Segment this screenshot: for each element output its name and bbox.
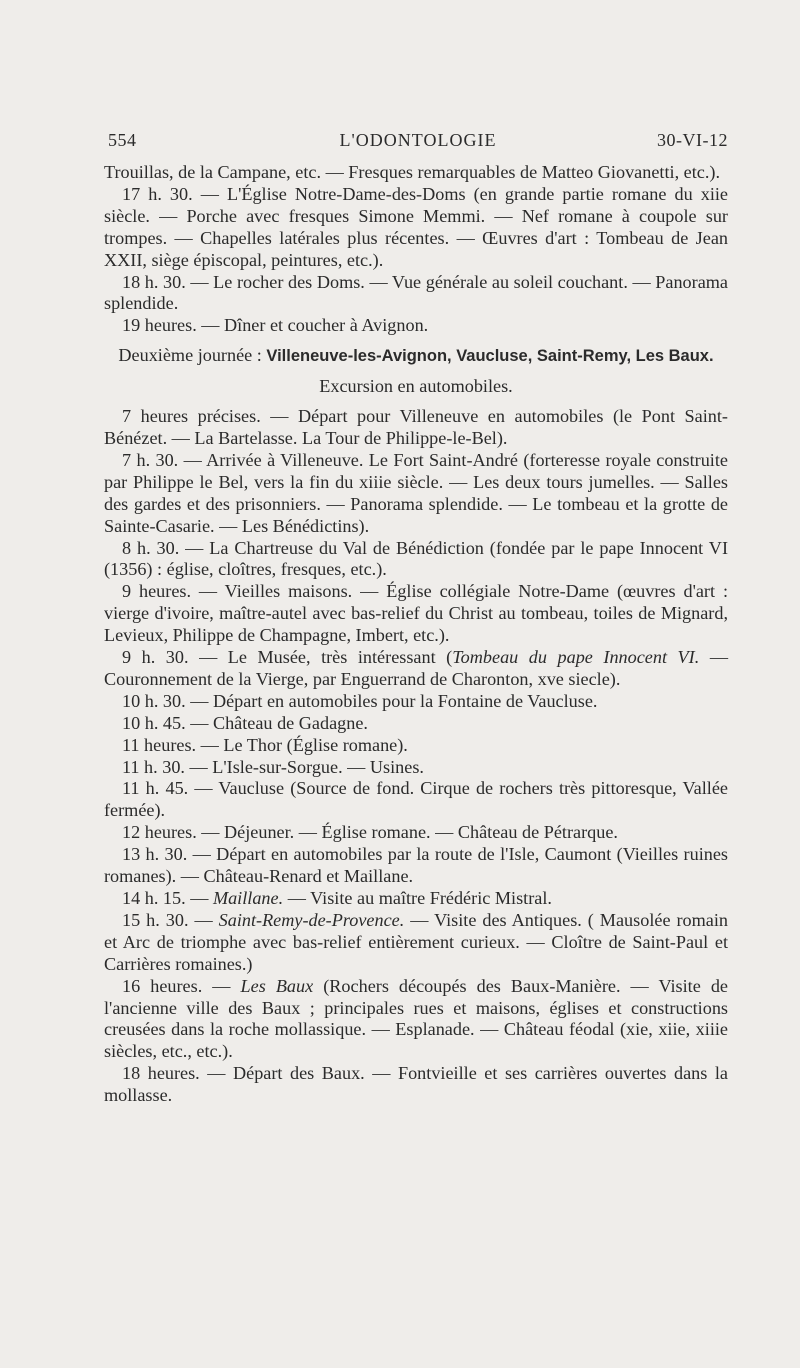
itinerary-paragraph: 10 h. 30. — Départ en automobiles pour la Fontaine de Vaucluse.: [122, 690, 598, 711]
itinerary-paragraph: 18 h. 30. — Le rocher des Doms. — Vue générale au soleil couchant. — Panorama splendide.: [104, 271, 728, 314]
paragraph-text: — Couronnement de la Vierge, par Enguerrand de Charonton, xve siecle).: [104, 647, 729, 689]
itinerary-paragraph: 12 heures. — Déjeuner. — Église romane. — Château de Pétrarque.: [122, 822, 618, 843]
paragraph-text: 15 h. 30. —: [122, 909, 219, 930]
itinerary-paragraph: 9 heures. — Vieilles maisons. — Église collégiale Notre-Dame (œuvres d'art : vierge d'ivoire, maître-autel avec bas-relief du Christ au tombeau, toiles de Mignard, Levieux, Philippe de Champagne, Imbert, etc.).: [104, 581, 728, 646]
issue-date: 30-VI-12: [657, 130, 728, 150]
itinerary-paragraph: 11 h. 30. — L'Isle-sur-Sorgue. — Usines.: [122, 756, 424, 777]
itinerary-paragraph: [104, 888, 728, 910]
paragraph-text: — Visite des Antiques. ( Mausolée romain et Arc de triomphe avec bas-relief entièrement curieux. — Cloître de Saint-Paul et Carrières romaines.): [104, 909, 729, 974]
paragraph-italic: Maillane.: [212, 888, 284, 908]
itinerary-paragraph: 7 h. 30. — Arrivée à Villeneuve. Le Fort Saint-André (forteresse royale construite par Philippe le Bel, vers la fin du xiiie siècle. — Les deux tours jumelles. — Salles des gardes et des prisonniers. — Panorama splendide. — Le tombeau et la grotte de Sainte-Casarie. — Les Bénédictins).: [104, 449, 728, 536]
paragraph-italic: Saint-Remy-de-Provence.: [218, 909, 405, 930]
itinerary-paragraph: [104, 976, 728, 1064]
paragraph-text: (Rochers découpés des Baux-Manière. — Visite de l'ancienne ville des Baux ; principales rues et maisons, églises et constructions creusées dans la roche mollassique. — Esplanade. — Château féodal (xie, xiie, xiiie siècles, etc., etc.).: [104, 975, 729, 1062]
paragraph-text: 16 heures. —: [122, 975, 241, 996]
itinerary-paragraph: 11 heures. — Le Thor (Église romane).: [122, 734, 408, 755]
itinerary-paragraph: 10 h. 45. — Château de Gadagne.: [122, 712, 368, 733]
itinerary-paragraph: 19 heures. — Dîner et coucher à Avignon.: [122, 315, 429, 336]
page-number: 554: [108, 130, 137, 150]
itinerary-paragraph: 18 heures. — Départ des Baux. — Fontvieille et ses carrières ouvertes dans la mollasse.: [104, 1063, 728, 1106]
running-title: L'ODONTOLOGIE: [339, 130, 497, 150]
itinerary-paragraph: [104, 910, 728, 976]
subheading: Excursion en automobiles.: [319, 376, 513, 397]
itinerary-paragraph: 8 h. 30. — La Chartreuse du Val de Bénédiction (fondée par le pape Innocent VI (1356) : église, cloîtres, fresques, etc.).: [104, 537, 728, 580]
paragraph-text: 14 h. 15. —: [122, 888, 213, 908]
itinerary-paragraph: 13 h. 30. — Départ en automobiles par la route de l'Isle, Caumont (Vieilles ruines romanes). — Château-Renard et Maillane.: [104, 844, 728, 887]
itinerary-paragraph: Trouillas, de la Campane, etc. — Fresques remarquables de Matteo Giovanetti, etc.).: [104, 162, 721, 182]
paragraph-italic: Tombeau du pape Innocent VI.: [452, 647, 700, 668]
paragraph-text: 9 h. 30. — Le Musée, très intéressant (: [122, 647, 453, 668]
itinerary-paragraph: [104, 647, 728, 691]
paragraph-text: — Visite au maître Frédéric Mistral.: [283, 888, 552, 908]
page-body: [104, 162, 728, 1107]
itinerary-paragraph: 11 h. 45. — Vaucluse (Source de fond. Cirque de rochers très pittoresque, Vallée fermée).: [104, 778, 728, 821]
itinerary-paragraph: 7 heures précises. — Départ pour Villeneuve en automobiles (le Pont Saint-Bénézet. — La Bartelasse. La Tour de Philippe-le-Bel).: [104, 406, 728, 448]
running-header: [108, 130, 728, 156]
heading-places: Villeneuve-les-Avignon, Vaucluse, Saint-Remy, Les Baux.: [266, 347, 714, 366]
paragraph-italic: Les Baux: [240, 975, 314, 996]
section-heading: [104, 345, 728, 368]
itinerary-paragraph: 17 h. 30. — L'Église Notre-Dame-des-Doms (en grande partie romane du xiie siècle. — Porche avec fresques Simone Memmi. — Nef romane à coupole sur trompes. — Chapelles latérales plus récentes. — Œuvres d'art : Tombeau de Jean XXII, siège épiscopal, peintures, etc.).: [104, 183, 728, 270]
heading-prefix: Deuxième journée :: [118, 345, 267, 366]
